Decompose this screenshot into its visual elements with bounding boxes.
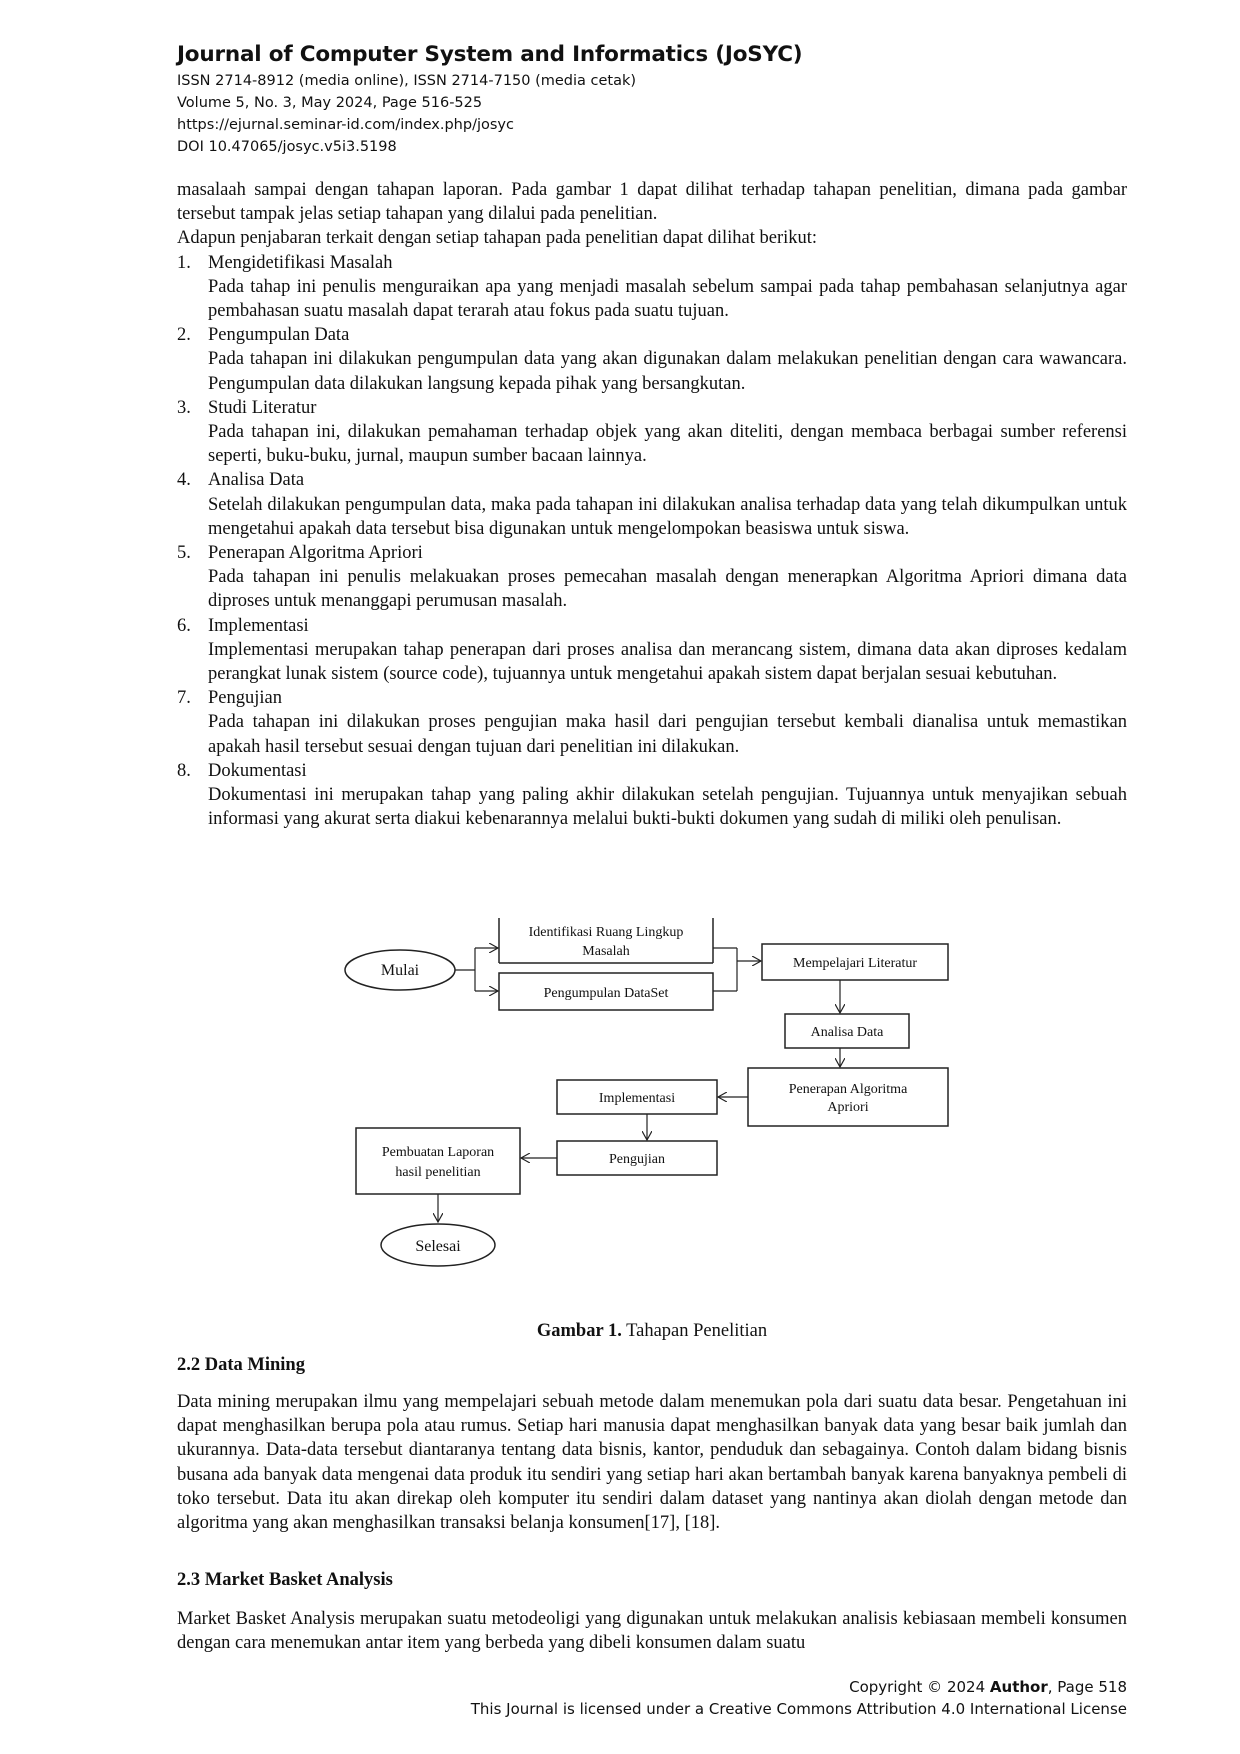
step-number: 1. [177, 252, 191, 273]
flowchart-figure [330, 918, 970, 1318]
intro-paragraph: masalaah sampai dengan tahapan laporan. Pada gambar 1 dapat dilihat terhadap tahapan penelitian, dimana pada gambar tersebut tampak jelas setiap tahapan yang dilalui pada penelitian. [177, 180, 1127, 225]
figure-caption-label: Gambar 1. [536, 1321, 622, 1341]
laporan-label-line2: hasil penelitian [395, 1165, 481, 1180]
section-paragraph-market-basket: Market Basket Analysis merupakan suatu metodeoligi yang digunakan untuk melakukan analisis kebiasaan membeli konsumen dengan cara menemukan antar item yang berbeda yang dibeli konsumen dalam suatu [177, 1609, 1127, 1654]
flowchart-svg [330, 918, 970, 1318]
step-number: 8. [177, 760, 191, 781]
journal-url: https://ejurnal.seminar-id.com/index.php/josyc [177, 117, 514, 133]
identifikasi-label-line1: Identifikasi Ruang Lingkup [528, 925, 684, 940]
step-title: Implementasi [208, 615, 309, 636]
step-number: 7. [177, 688, 191, 709]
step-item [177, 686, 1127, 759]
section-paragraph-data-mining: Data mining merupakan ilmu yang mempelajari sebuah metode dalam menemukan pola dari suatu data besar. Pengetahuan ini dapat menghasilkan berupa pola atau rumus. Setiap hari manusia dapat menghasilkan banyak data yang besar baik jumlah dan ukurannya. Data-data tersebut diantaranya tentang data bisnis, kantor, penduduk dan sebagainya. Contoh dalam bidang bisnis busana ada banyak data mengenai data produk itu sendiri yang setiap hari akan bertambah banyak karena banyaknya pembeli di toko tersebut. Data itu akan direkap oleh komputer itu sendiri dalam dataset yang nantinya akan diolah dengan metode dan algoritma yang akan menghasilkan transaksi belanja konsumen[17], [18]. [177, 1392, 1127, 1534]
body-text [177, 178, 1127, 831]
step-title: Penerapan Algoritma Apriori [208, 543, 423, 564]
step-item [177, 468, 1127, 541]
apriori-label-line2: Apriori [827, 1100, 869, 1115]
step-description: Dokumentasi ini merupakan tahap yang paling akhir dilakukan setelah pengujian. Tujuannya untuk menyajikan sebuah informasi yang akurat serta diakui kebenarannya melalui bukti-bukti dokumen yang sudah di miliki oleh penulisan. [208, 785, 1127, 830]
step-title: Mengidetifikasi Masalah [208, 252, 393, 273]
start-label: Mulai [380, 962, 420, 979]
pengumpulan-label: Pengumpulan DataSet [543, 986, 669, 1001]
step-description: Pada tahapan ini penulis melakuakan proses pemecahan masalah dengan menerapkan Algoritma Apriori dimana data diproses untuk menanggapi perumusan masalah. [208, 567, 1127, 612]
step-number: 4. [177, 470, 191, 491]
step-title: Pengumpulan Data [208, 325, 350, 346]
step-item [177, 396, 1127, 469]
step-item [177, 323, 1127, 396]
figure-caption-text: Tahapan Penelitian [621, 1321, 768, 1341]
laporan-node [356, 1128, 520, 1194]
step-number: 3. [177, 397, 191, 418]
apriori-label-line1: Penerapan Algoritma [788, 1082, 908, 1097]
step-description: Pada tahap ini penulis menguraikan apa yang menjadi masalah sebelum sampai pada tahap pembahasan selanjutnya agar pembahasan suatu masalah dapat terarah atau fokus pada suatu tujuan. [208, 276, 1127, 322]
footer-license: This Journal is licensed under a Creative Commons Attribution 4.0 International License [470, 1700, 1127, 1718]
step-title: Dokumentasi [208, 760, 307, 781]
step-number: 5. [177, 543, 191, 564]
step-description: Pada tahapan ini dilakukan pengumpulan data yang akan digunakan dalam melakukan penelitian dengan cara wawancara. Pengumpulan data dilakukan langsung kepada pihak yang bersangkutan. [208, 349, 1127, 394]
step-number: 2. [177, 325, 191, 346]
copyright-author: Author [989, 1678, 1048, 1696]
copyright-page: , Page 518 [1047, 1678, 1127, 1696]
copyright-prefix: Copyright © 2024 [849, 1678, 990, 1696]
step-description: Pada tahapan ini, dilakukan pemahaman terhadap objek yang akan diteliti, dengan membaca berbagai sumber referensi seperti, buku-buku, jurnal, maupun sumber bacaan lainnya. [208, 422, 1127, 467]
step-item [177, 251, 1127, 324]
page-footer [471, 1676, 1127, 1720]
figure-caption [177, 1319, 1127, 1343]
end-label: Selesai [415, 1238, 461, 1255]
laporan-label-line1: Pembuatan Laporan [381, 1145, 495, 1160]
research-steps-list [177, 251, 1127, 832]
step-title: Pengujian [208, 688, 282, 709]
intro-lead-in: Adapun penjabaran terkait dengan setiap tahapan pada penelitian dapat dilihat berikut: [177, 228, 818, 249]
step-description: Pada tahapan ini dilakukan proses pengujian maka hasil dari pengujian tersebut kembali dianalisa untuk memastikan apakah hasil tersebut sesuai dengan tujuan dari penelitian ini dilakukan. [208, 712, 1127, 757]
journal-title: Journal of Computer System and Informatics (JoSYC) [177, 42, 803, 67]
step-item [177, 541, 1127, 614]
section-heading-data-mining: 2.2 Data Mining [177, 1355, 305, 1375]
journal-header [177, 40, 802, 158]
step-item [177, 759, 1127, 832]
step-description: Implementasi merupakan tahap penerapan dari proses analisa dan merancang sistem, dimana data akan diproses kedalam perangkat lunak sistem (source code), tujuannya untuk mengetahui apakah sistem dapat berjalan sesuai kebutuhan. [208, 639, 1127, 685]
step-title: Analisa Data [208, 470, 305, 491]
analisa-label: Analisa Data [810, 1025, 884, 1040]
identifikasi-label-line2: Masalah [582, 944, 630, 959]
journal-issn: ISSN 2714-8912 (media online), ISSN 2714-7150 (media cetak) [177, 73, 637, 89]
section-heading-market-basket: 2.3 Market Basket Analysis [177, 1570, 393, 1590]
step-number: 6. [177, 615, 191, 636]
step-item [177, 614, 1127, 687]
step-description: Setelah dilakukan pengumpulan data, maka pada tahapan ini dilakukan analisa terhadap data yang telah dikumpulkan untuk mengetahui apakah data tersebut bisa digunakan untuk mengelompokan beasiswa untuk siswa. [208, 494, 1127, 539]
journal-volume: Volume 5, No. 3, May 2024, Page 516-525 [177, 95, 483, 111]
implementasi-label: Implementasi [598, 1091, 676, 1106]
apriori-node [748, 1068, 948, 1126]
step-title: Studi Literatur [208, 397, 317, 418]
journal-doi: DOI 10.47065/josyc.v5i3.5198 [177, 139, 397, 155]
footer-copyright [471, 1676, 1127, 1698]
literatur-label: Mempelajari Literatur [793, 956, 917, 971]
pengujian-label: Pengujian [609, 1152, 665, 1167]
